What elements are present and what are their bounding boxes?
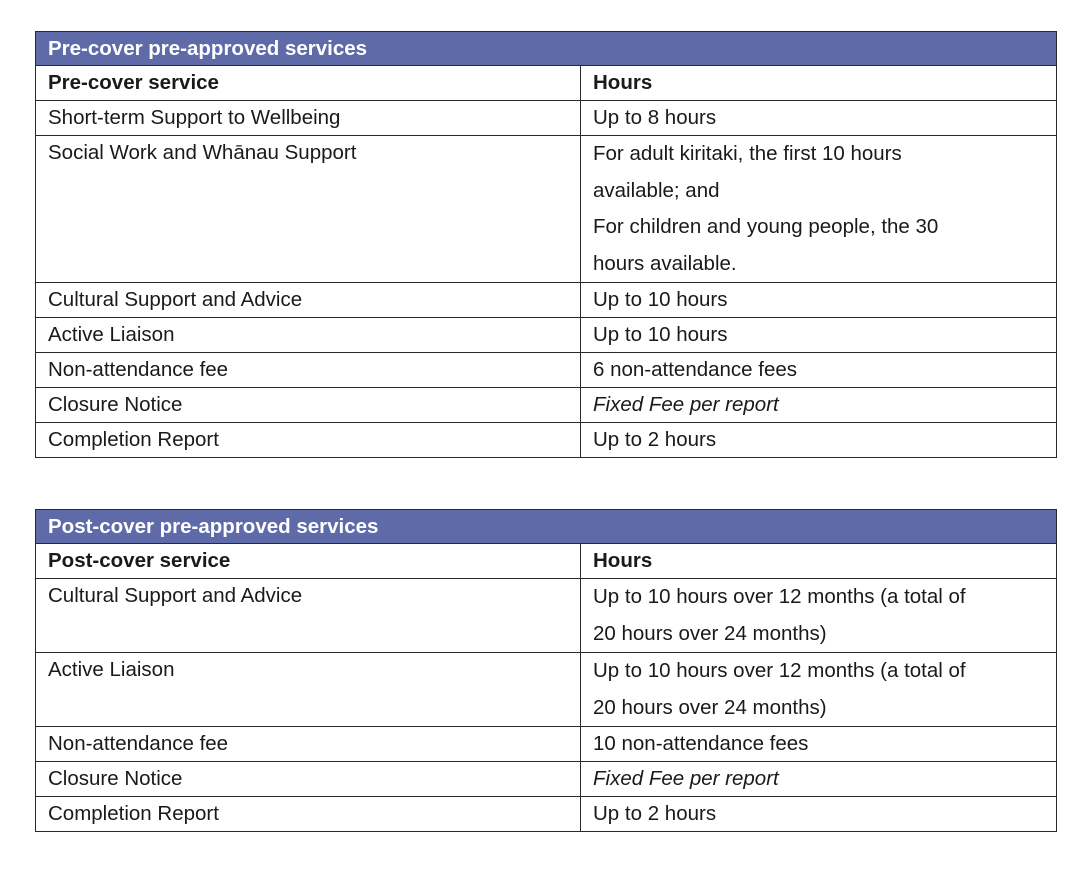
service-cell: Non-attendance fee bbox=[36, 727, 581, 762]
pre-cover-service-column-header: Pre-cover service bbox=[36, 66, 581, 101]
service-cell: Short-term Support to Wellbeing bbox=[36, 101, 581, 136]
hours-cell: Fixed Fee per report bbox=[581, 762, 1057, 797]
hours-cell bbox=[581, 653, 1057, 727]
hours-cell: Up to 2 hours bbox=[581, 423, 1057, 458]
hours-line: Up to 10 hours over 12 months (a total of bbox=[593, 585, 966, 608]
hours-cell: Fixed Fee per report bbox=[581, 388, 1057, 423]
service-cell: Social Work and Whānau Support bbox=[36, 136, 581, 283]
hours-cell: Up to 2 hours bbox=[581, 797, 1057, 832]
table-row bbox=[36, 283, 1057, 318]
hours-line: available; and bbox=[593, 178, 720, 202]
table-row bbox=[36, 762, 1057, 797]
hours-cell: 6 non-attendance fees bbox=[581, 353, 1057, 388]
hours-line: hours available. bbox=[593, 251, 737, 275]
table-row bbox=[36, 579, 1057, 653]
service-cell: Completion Report bbox=[36, 423, 581, 458]
post-cover-table-title: Post-cover pre-approved services bbox=[36, 510, 1057, 544]
service-cell: Non-attendance fee bbox=[36, 353, 581, 388]
table-row bbox=[36, 101, 1057, 136]
post-cover-hours-column-header: Hours bbox=[581, 544, 1057, 579]
service-cell: Cultural Support and Advice bbox=[36, 579, 581, 653]
hours-line: Up to 10 hours over 12 months (a total of bbox=[593, 659, 966, 682]
service-cell: Closure Notice bbox=[36, 388, 581, 423]
post-cover-services-table bbox=[35, 509, 1057, 832]
hours-line: For children and young people, the 30 bbox=[593, 215, 939, 238]
hours-cell: Up to 8 hours bbox=[581, 101, 1057, 136]
hours-cell: Up to 10 hours bbox=[581, 318, 1057, 353]
pre-cover-services-table bbox=[35, 31, 1057, 458]
service-cell: Closure Notice bbox=[36, 762, 581, 797]
hours-cell: 10 non-attendance fees bbox=[581, 727, 1057, 762]
hours-line: For adult kiritaki, the first 10 hours bbox=[593, 142, 902, 165]
table-row bbox=[36, 353, 1057, 388]
table-row bbox=[36, 423, 1057, 458]
pre-cover-table-title: Pre-cover pre-approved services bbox=[36, 32, 1057, 66]
service-cell: Cultural Support and Advice bbox=[36, 283, 581, 318]
table-row bbox=[36, 136, 1057, 283]
hours-cell bbox=[581, 579, 1057, 653]
hours-line: 20 hours over 24 months) bbox=[593, 695, 827, 719]
hours-line: 20 hours over 24 months) bbox=[593, 621, 827, 645]
table-row bbox=[36, 318, 1057, 353]
table-row bbox=[36, 388, 1057, 423]
post-cover-service-column-header: Post-cover service bbox=[36, 544, 581, 579]
table-row bbox=[36, 653, 1057, 727]
table-row bbox=[36, 727, 1057, 762]
service-cell: Completion Report bbox=[36, 797, 581, 832]
table-row bbox=[36, 797, 1057, 832]
service-cell: Active Liaison bbox=[36, 318, 581, 353]
hours-cell: Up to 10 hours bbox=[581, 283, 1057, 318]
hours-cell bbox=[581, 136, 1057, 283]
service-cell: Active Liaison bbox=[36, 653, 581, 727]
pre-cover-hours-column-header: Hours bbox=[581, 66, 1057, 101]
